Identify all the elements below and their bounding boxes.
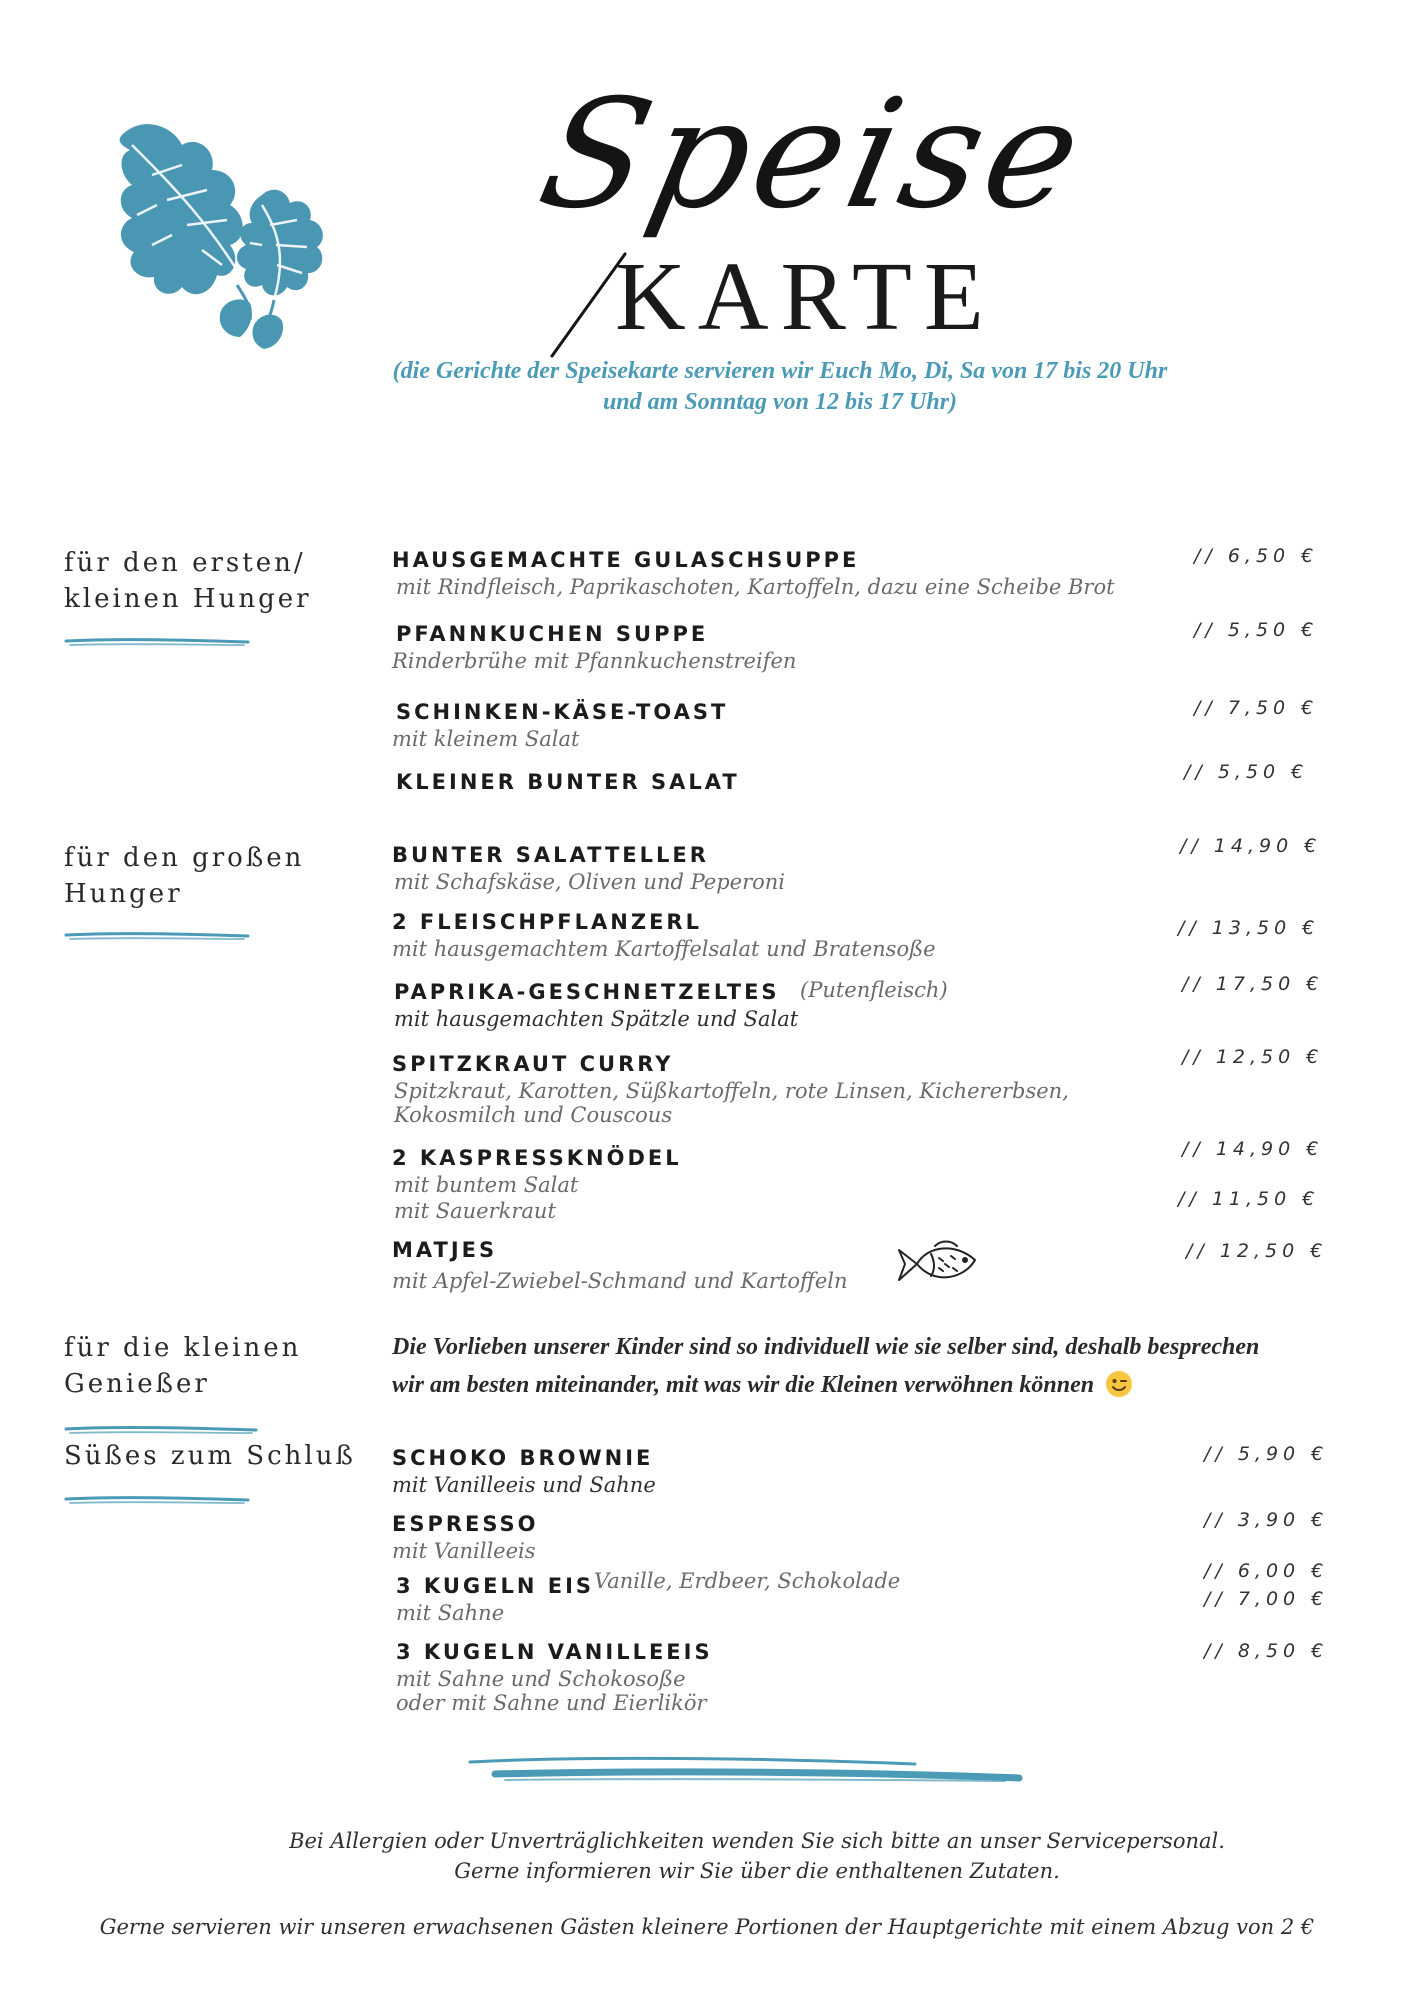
wink-emoji-icon xyxy=(1106,1371,1132,1397)
menu-item-description: Spitzkraut, Karotten, Süßkartoffeln, rote Linsen, Kichererbsen, xyxy=(394,1079,1069,1103)
category-label: Hunger xyxy=(64,879,183,909)
menu-item-description: mit Vanilleeis xyxy=(392,1539,536,1563)
kids-note-line-2-wrap xyxy=(392,1366,1352,1404)
menu-item-price: // 17,50 € xyxy=(1182,973,1324,995)
footer-line-2: Gerne informieren wir Sie über die enthaltenen Zutaten. xyxy=(454,1859,1060,1883)
brush-stroke-divider xyxy=(62,1494,252,1506)
menu-item-price: // 5,50 € xyxy=(1184,761,1309,783)
menu-item-price: // 8,50 € xyxy=(1204,1640,1329,1662)
menu-item-price: // 7,50 € xyxy=(1194,697,1319,719)
menu-item-price: // 6,00 € xyxy=(1204,1560,1329,1582)
menu-item-name: BUNTER SALATTELLER xyxy=(392,843,709,867)
menu-item-name: 2 KASPRESSKNÖDEL xyxy=(392,1146,682,1170)
menu-item-name: MATJES xyxy=(392,1238,498,1262)
fish-icon xyxy=(895,1238,980,1290)
category-label: Süßes zum Schluß xyxy=(64,1441,356,1471)
category-label: für den ersten/ xyxy=(64,548,306,578)
category-big-hunger xyxy=(64,840,364,912)
category-label: für die kleinen xyxy=(64,1333,302,1363)
menu-item-price: // 5,50 € xyxy=(1194,619,1319,641)
menu-item-price: // 3,90 € xyxy=(1204,1509,1329,1531)
menu-item-price: // 6,50 € xyxy=(1194,545,1319,567)
menu-item-description: oder mit Sahne und Eierlikör xyxy=(396,1691,707,1715)
menu-item-description: mit Schafskäse, Oliven und Peperoni xyxy=(394,870,786,894)
category-dessert xyxy=(64,1438,384,1474)
menu-item-price: // 12,50 € xyxy=(1186,1240,1328,1262)
subtitle-line-2: und am Sonntag von 12 bis 17 Uhr) xyxy=(602,389,958,415)
menu-item-name: SCHINKEN-KÄSE-TOAST xyxy=(396,700,729,724)
category-label: kleinen Hunger xyxy=(64,584,312,614)
brush-stroke-divider xyxy=(62,636,252,648)
subtitle-line-1: (die Gerichte der Speisekarte servieren wir Euch Mo, Di, Sa von 17 bis 20 Uhr xyxy=(392,358,1168,384)
portion-note: Gerne servieren wir unseren erwachsenen Gästen kleinere Portionen der Hauptgerichte mit einem Abzug von 2 € xyxy=(99,1915,1315,1939)
menu-item-note: Vanille, Erdbeer, Schokolade xyxy=(594,1569,901,1593)
menu-item-description: mit Apfel-Zwiebel-Schmand und Kartoffeln xyxy=(392,1269,848,1293)
menu-item-name: SCHOKO BROWNIE xyxy=(392,1446,654,1470)
menu-item-price: // 11,50 € xyxy=(1178,1188,1320,1210)
menu-item-name: KLEINER BUNTER SALAT xyxy=(396,770,740,794)
menu-item-description: mit kleinem Salat xyxy=(392,727,580,751)
kids-note-line-1: Die Vorlieben unserer Kinder sind so individuell wie sie selber sind, deshalb besprechen xyxy=(392,1334,1260,1360)
menu-item-name: SPITZKRAUT CURRY xyxy=(392,1052,674,1076)
kids-note-line-2: wir am besten miteinander, mit was wir die Kleinen verwöhnen können xyxy=(392,1372,1095,1398)
kids-note xyxy=(392,1328,1352,1404)
category-label: für den großen xyxy=(64,843,305,873)
menu-item-name: ESPRESSO xyxy=(392,1512,539,1536)
menu-item-description: mit Sahne und Schokosoße xyxy=(396,1667,686,1691)
menu-item-description: Kokosmilch und Couscous xyxy=(394,1103,673,1127)
menu-item-description: mit Rindfleisch, Paprikaschoten, Kartoffeln, dazu eine Scheibe Brot xyxy=(396,575,1115,599)
title: KARTE xyxy=(615,243,996,351)
brush-stroke-divider xyxy=(62,930,252,942)
menu-item-price: // 12,50 € xyxy=(1182,1046,1324,1068)
menu-item-description: mit Sahne xyxy=(396,1601,505,1625)
allergy-note xyxy=(100,1826,1414,1886)
menu-item-name: PFANNKUCHEN SUPPE xyxy=(396,622,709,646)
opening-hours-note xyxy=(300,356,1260,418)
oak-leaf-logo xyxy=(112,115,332,360)
menu-item-description: mit buntem Salat xyxy=(394,1173,579,1197)
title-script: Speise xyxy=(526,68,1101,242)
menu-item-note: (Putenfleisch) xyxy=(800,978,948,1002)
menu-item-name: HAUSGEMACHTE GULASCHSUPPE xyxy=(392,548,860,572)
footer-line-1: Bei Allergien oder Unverträglichkeiten wenden Sie sich bitte an unser Servicepersonal. xyxy=(289,1829,1225,1853)
menu-item-name: PAPRIKA-GESCHNETZELTES xyxy=(394,980,780,1004)
category-small-hunger xyxy=(64,545,364,617)
menu-item-description: mit hausgemachtem Kartoffelsalat und Bratensoße xyxy=(392,937,936,961)
menu-item-description: Rinderbrühe mit Pfannkuchenstreifen xyxy=(392,649,797,673)
menu-item-name: 3 KUGELN EIS xyxy=(396,1574,595,1598)
menu-item-name: 2 FLEISCHPFLANZERL xyxy=(392,910,702,934)
menu-item-price: // 7,00 € xyxy=(1204,1588,1329,1610)
category-label: Genießer xyxy=(64,1369,210,1399)
menu-item-price: // 14,90 € xyxy=(1182,1138,1324,1160)
menu-item-description: mit hausgemachten Spätzle und Salat xyxy=(394,1007,799,1031)
menu-item-price: // 14,90 € xyxy=(1180,835,1322,857)
brush-stroke-divider-large xyxy=(465,1750,1025,1790)
menu-item-description: mit Sauerkraut xyxy=(394,1199,556,1223)
menu-item-name: 3 KUGELN VANILLEEIS xyxy=(396,1640,713,1664)
menu-item-description: mit Vanilleeis und Sahne xyxy=(392,1473,656,1497)
menu-item-price: // 5,90 € xyxy=(1204,1443,1329,1465)
category-kids xyxy=(64,1330,364,1402)
brush-stroke-divider xyxy=(62,1424,262,1436)
menu-item-price: // 13,50 € xyxy=(1178,917,1320,939)
